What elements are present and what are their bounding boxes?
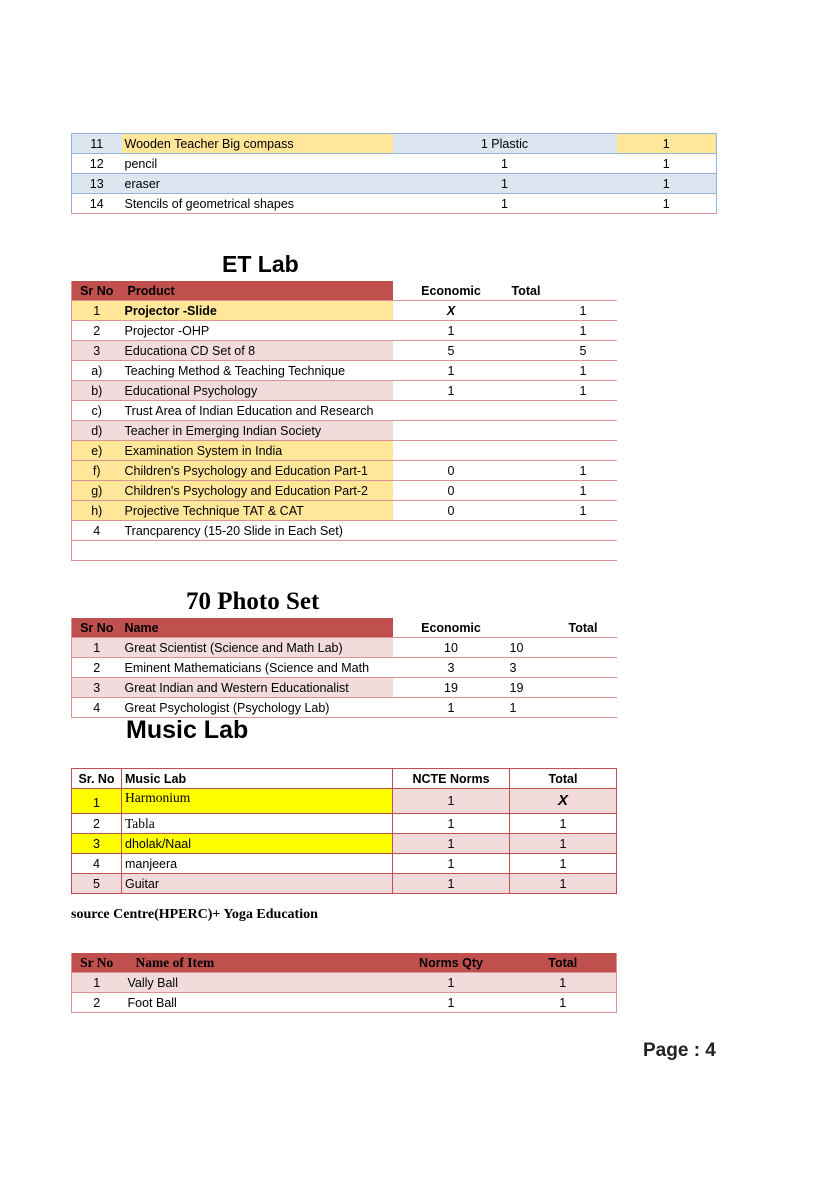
table-row: 5 Guitar 1 1: [72, 874, 617, 894]
table-row: 12 pencil 1 1: [72, 154, 717, 174]
table-row: 3 Educationa CD Set of 8 5 5: [72, 341, 617, 361]
table-header: Sr. No Music Lab NCTE Norms Total: [72, 769, 617, 789]
table-row: 3 Great Indian and Western Educationalist 19 19: [72, 678, 617, 698]
page-number: Page : 4: [643, 1040, 716, 1061]
table-row: a) Teaching Method & Teaching Technique 1 1: [72, 361, 617, 381]
table-row: e) Examination System in India: [72, 441, 617, 461]
table-row: 11 Wooden Teacher Big compass 1 Plastic 1: [72, 134, 717, 154]
table-row: 2 Eminent Mathematicians (Science and Math 3 3: [72, 658, 617, 678]
table-row: 1 Vally Ball 1 1: [72, 973, 617, 993]
table-row: 1 Harmonium 1 X: [72, 789, 617, 814]
table-header: Sr No Name of Item Norms Qty Total: [72, 953, 617, 973]
table-row-empty: [72, 541, 617, 561]
table-row: 2 Tabla 1 1: [72, 814, 617, 834]
table-row: b) Educational Psychology 1 1: [72, 381, 617, 401]
yoga-section-title: source Centre(HPERC)+ Yoga Education: [71, 907, 318, 922]
table-header: Sr No Name Economic Total: [72, 618, 617, 638]
equipment-table-continued: [71, 133, 717, 214]
x-mark: X: [510, 789, 617, 814]
music-lab-table: [71, 768, 617, 894]
table-row: 1 Great Scientist (Science and Math Lab) 10 10: [72, 638, 617, 658]
x-mark: X: [393, 301, 510, 321]
yoga-table: [71, 953, 617, 1013]
photo-set-title: 70 Photo Set: [186, 588, 320, 615]
table-header: Sr No Product Economic Total: [72, 281, 617, 301]
table-row: f) Children's Psychology and Education Part-1 0 1: [72, 461, 617, 481]
table-row: 2 Projector -OHP 1 1: [72, 321, 617, 341]
table-row: 4 Great Psychologist (Psychology Lab) 1 1: [72, 698, 617, 718]
table-row: 4 manjeera 1 1: [72, 854, 617, 874]
et-lab-table: [71, 281, 617, 561]
table-row: g) Children's Psychology and Education Part-2 0 1: [72, 481, 617, 501]
table-row: 4 Trancparency (15-20 Slide in Each Set): [72, 521, 617, 541]
table-row: 13 eraser 1 1: [72, 174, 717, 194]
table-row: h) Projective Technique TAT & CAT 0 1: [72, 501, 617, 521]
table-row: 2 Foot Ball 1 1: [72, 993, 617, 1013]
table-row: d) Teacher in Emerging Indian Society: [72, 421, 617, 441]
music-lab-title: Music Lab: [126, 716, 249, 744]
photo-set-table: [71, 618, 617, 718]
table-row: c) Trust Area of Indian Education and Research: [72, 401, 617, 421]
table-row: 1 Projector -Slide X 1: [72, 301, 617, 321]
table-row: 14 Stencils of geometrical shapes 1 1: [72, 194, 717, 214]
table-row: 3 dholak/Naal 1 1: [72, 834, 617, 854]
et-lab-title: ET Lab: [222, 251, 299, 277]
